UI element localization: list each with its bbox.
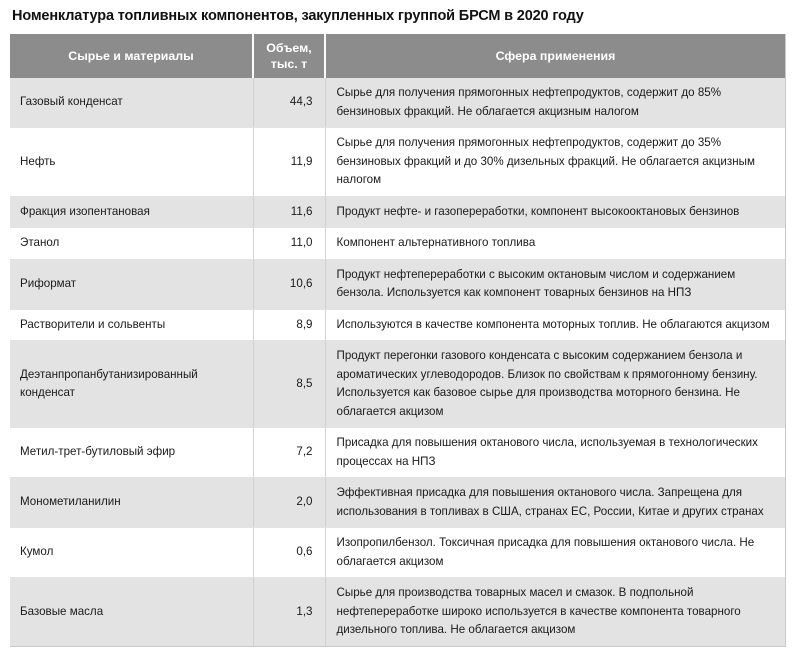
table-row	[10, 341, 785, 428]
cell-volume: 11,6	[253, 196, 325, 228]
table-row	[10, 309, 785, 341]
cell-application: Компонент альтернативного топлива	[325, 228, 785, 260]
cell-application: Сырье для получения прямогонных нефтепродуктов, содержит до 85% бензиновых фракций. Не облагается акцизным налогом	[325, 78, 785, 128]
table-row	[10, 528, 785, 578]
column-header-application: Сфера применения	[325, 34, 785, 78]
cell-application: Сырье для получения прямогонных нефтепродуктов, содержит до 35% бензиновых фракций и до 30% дизельных фракций. Не облагается акцизным налогом	[325, 128, 785, 197]
cell-material-name: Фракция изопентановая	[10, 196, 253, 228]
cell-volume: 8,5	[253, 341, 325, 428]
table-row	[10, 259, 785, 309]
table-body	[10, 78, 785, 646]
cell-application: Сырье для производства товарных масел и смазок. В подпольной нефтепереработке широко используется в качестве компонента товарного дизельного топлива. Не облагается акцизом	[325, 578, 785, 646]
cell-volume: 10,6	[253, 259, 325, 309]
nomenclature-table-container	[10, 34, 786, 647]
nomenclature-table	[10, 34, 785, 646]
cell-application: Продукт нефте- и газопереработки, компонент высокооктановых бензинов	[325, 196, 785, 228]
cell-material-name: Метил-трет-бутиловый эфир	[10, 428, 253, 478]
cell-volume: 7,2	[253, 428, 325, 478]
cell-application: Продукт перегонки газового конденсата с высоким содержанием бензола и ароматических углеводородов. Близок по свойствам к прямогонному бензину. Используется как базовое сырье для производства моторного бензина. Не облагается акцизом	[325, 341, 785, 428]
column-header-materials: Сырье и материалы	[10, 34, 253, 78]
column-header-volume-line2: тыс. т	[270, 57, 308, 71]
table-header	[10, 34, 785, 78]
cell-application: Используются в качестве компонента моторных топлив. Не облагаются акцизом	[325, 309, 785, 341]
table-row	[10, 196, 785, 228]
cell-material-name: Растворители и сольвенты	[10, 309, 253, 341]
cell-volume: 11,9	[253, 128, 325, 197]
table-row	[10, 428, 785, 478]
table-row	[10, 478, 785, 528]
cell-volume: 2,0	[253, 478, 325, 528]
cell-application: Эффективная присадка для повышения октанового числа. Запрещена для использования в топливах в США, странах ЕС, России, Китае и других странах	[325, 478, 785, 528]
cell-material-name: Газовый конденсат	[10, 78, 253, 128]
cell-volume: 44,3	[253, 78, 325, 128]
cell-application: Изопропилбензол. Токсичная присадка для повышения октанового числа. Не облагается акцизом	[325, 528, 785, 578]
column-header-volume-line1: Объем,	[266, 41, 312, 55]
cell-material-name: Этанол	[10, 228, 253, 260]
cell-volume: 1,3	[253, 578, 325, 646]
cell-material-name: Базовые масла	[10, 578, 253, 646]
cell-material-name: Нефть	[10, 128, 253, 197]
table-header-row	[10, 34, 785, 78]
cell-volume: 0,6	[253, 528, 325, 578]
cell-material-name: Кумол	[10, 528, 253, 578]
cell-volume: 11,0	[253, 228, 325, 260]
table-row	[10, 128, 785, 197]
table-row	[10, 578, 785, 646]
column-header-volume	[253, 34, 325, 78]
table-row	[10, 228, 785, 260]
cell-material-name: Деэтанпропанбутанизированный конденсат	[10, 341, 253, 428]
cell-material-name: Риформат	[10, 259, 253, 309]
cell-application: Присадка для повышения октанового числа, используемая в технологических процессах на НПЗ	[325, 428, 785, 478]
table-row	[10, 78, 785, 128]
cell-application: Продукт нефтепереработки с высоким октановым числом и содержанием бензола. Используется как компонент товарных бензинов на НПЗ	[325, 259, 785, 309]
cell-volume: 8,9	[253, 309, 325, 341]
page-title: Номенклатура топливных компонентов, закупленных группой БРСМ в 2020 году	[12, 8, 584, 24]
cell-material-name: Монометиланилин	[10, 478, 253, 528]
